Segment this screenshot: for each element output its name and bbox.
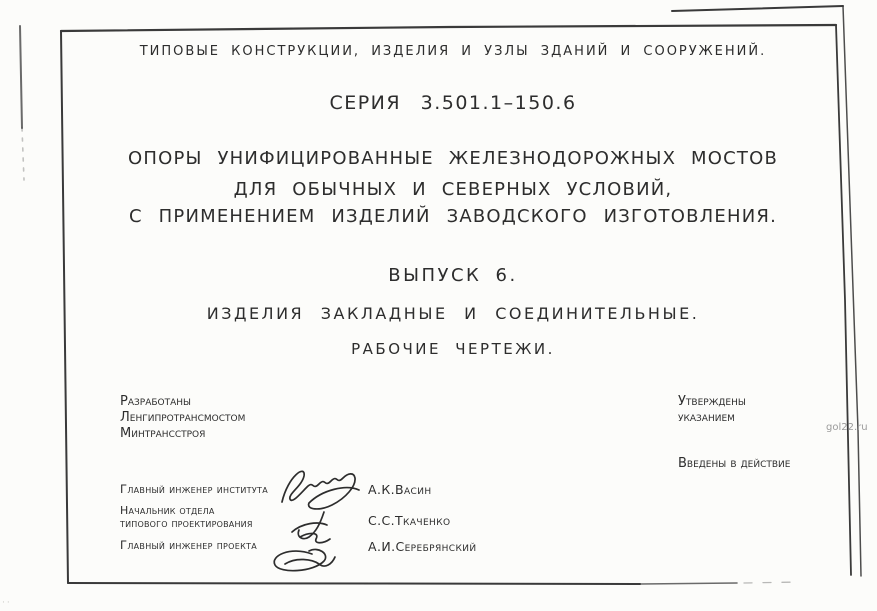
left-margin-line: [20, 26, 22, 128]
approved-by: указанием: [678, 410, 735, 425]
frame-bottom-line: [68, 583, 640, 584]
developed-label: Разработаны: [120, 394, 191, 409]
signature-role-typical-design-dept-head: [120, 505, 253, 530]
drawings-note: РАБОЧИЕ ЧЕРТЕЖИ.: [351, 340, 555, 358]
signature-role-project-chief-engineer: Главный инженер проекта: [120, 538, 258, 552]
main-title-line-3: С ПРИМЕНЕНИЕМ ИЗДЕЛИЙ ЗАВОДСКОГО ИЗГОТОВЛЕНИЯ.: [128, 206, 778, 227]
signature-scribble-vasin-icon: [282, 471, 359, 509]
developed-org-line-1: Ленгипротрансмостом: [120, 410, 246, 425]
frame-bottom-dashes: [744, 582, 800, 583]
signature-role-line-1: Начальник отдела: [120, 504, 215, 517]
issue-number: ВЫПУСК 6.: [388, 265, 518, 286]
signature-role-institute-chief-engineer: Главный инженер института: [120, 482, 269, 496]
scan-noise-specks: ··: [2, 598, 12, 608]
signature-name-serebryansky: А.И.Серебрянский: [368, 539, 477, 554]
series-number: СЕРИЯ 3.501.1–150.6: [329, 92, 577, 114]
approved-label: Утверждены: [678, 394, 746, 409]
handwritten-signatures: [262, 460, 377, 575]
effective-note: Введены в действие: [678, 456, 791, 471]
page-edge-top-right-line: [672, 6, 843, 11]
frame-bottom-line-fade: [640, 583, 737, 584]
signature-name-tkachenko: С.С.Ткаченко: [368, 513, 451, 528]
page-edge-right-line: [843, 6, 861, 576]
signature-name-vasin: А.К.Васин: [368, 482, 432, 497]
issue-subject: ИЗДЕЛИЯ ЗАКЛАДНЫЕ И СОЕДИНИТЕЛЬНЫЕ.: [206, 304, 700, 323]
signature-scribble-serebryansky-icon: [274, 549, 335, 570]
developed-org-line-2: Минтрансстроя: [120, 426, 206, 441]
developed-by-block: [120, 394, 245, 442]
site-watermark: gol22.ru: [826, 422, 868, 433]
frame-top-line: [61, 25, 836, 31]
left-margin-line-fade: [22, 128, 24, 180]
signature-scribble-tkachenko-icon: [292, 512, 330, 543]
approved-block: [678, 394, 746, 426]
signature-role-line-2: типового проектирования: [120, 516, 253, 530]
main-title-line-1: ОПОРЫ УНИФИЦИРОВАННЫЕ ЖЕЛЕЗНОДОРОЖНЫХ МОСТОВ: [127, 148, 779, 169]
document-classification-line: ТИПОВЫЕ КОНСТРУКЦИИ, ИЗДЕЛИЯ И УЗЛЫ ЗДАНИЙ И СООРУЖЕНИЙ.: [139, 44, 767, 59]
main-title-line-2: ДЛЯ ОБЫЧНЫХ И СЕВЕРНЫХ УСЛОВИЙ,: [233, 179, 673, 200]
